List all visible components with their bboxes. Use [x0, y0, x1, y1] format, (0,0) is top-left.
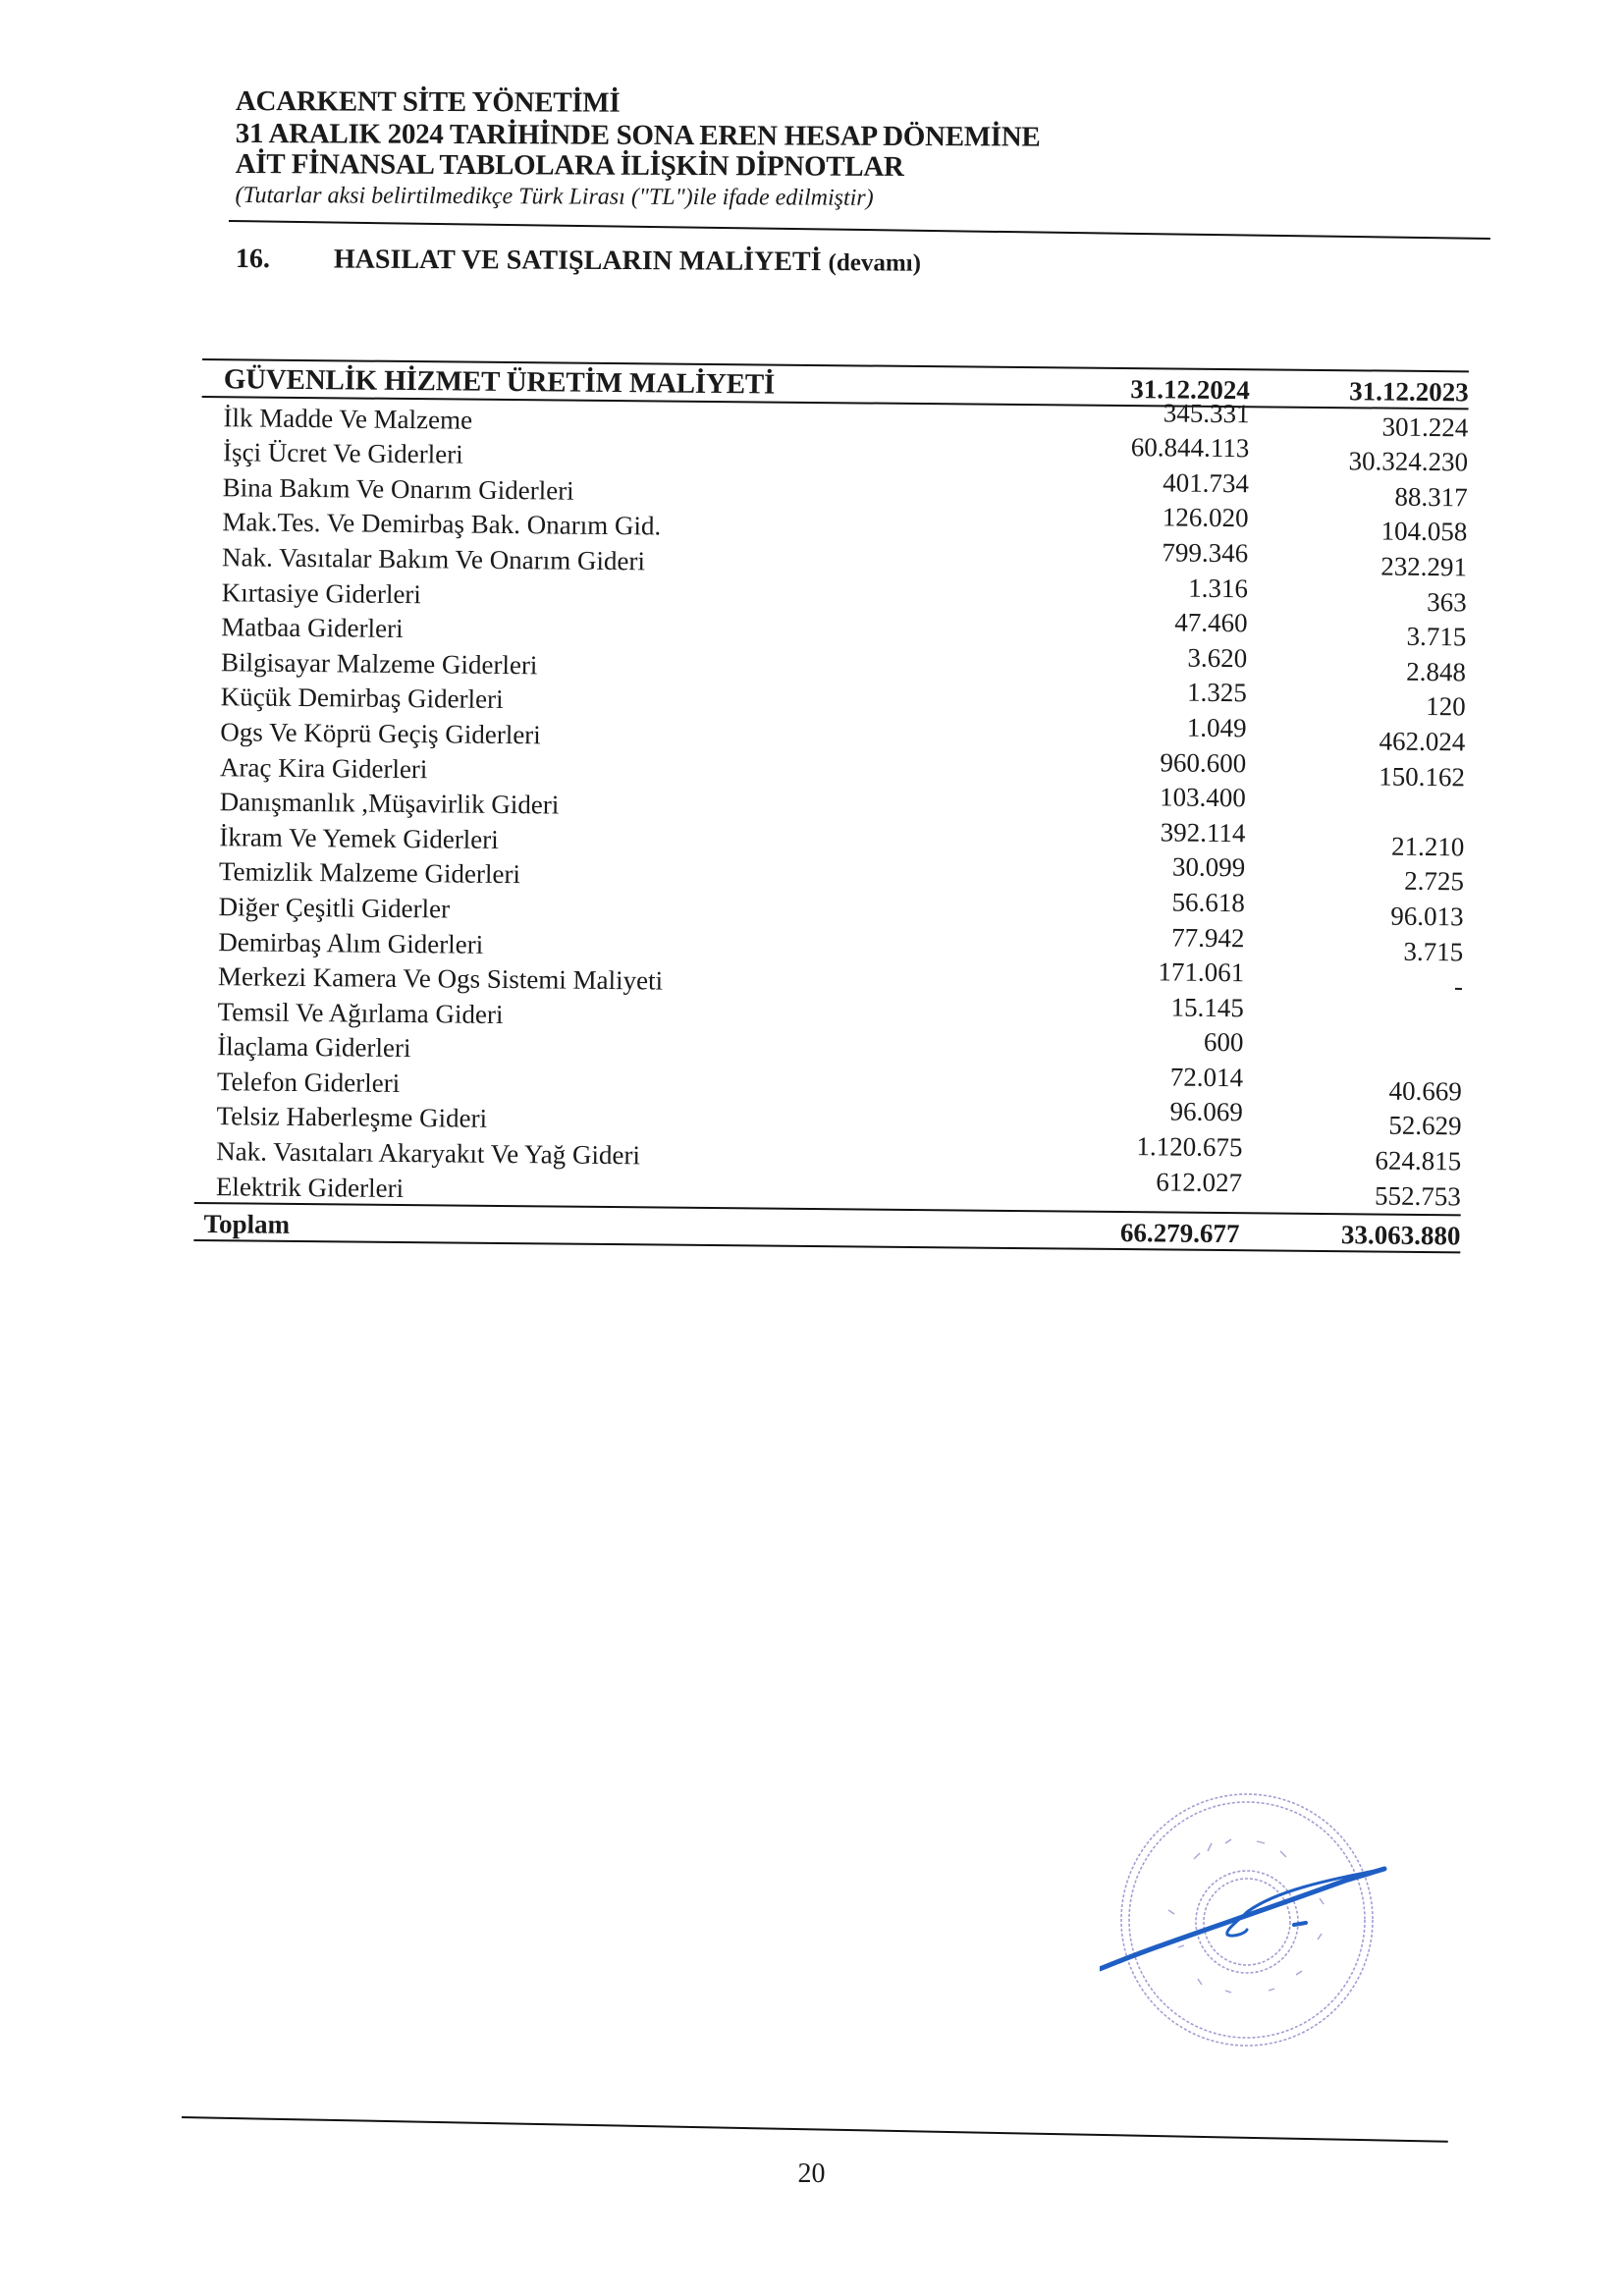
value-2023: 104.058 — [1380, 516, 1468, 547]
value-2024: 126.020 — [1162, 502, 1249, 533]
footer-divider — [182, 2116, 1448, 2143]
value-2023: 232.291 — [1380, 551, 1468, 582]
value-2023: 3.715 — [1406, 621, 1467, 652]
row-label: Temsil Ve Ağırlama Gideri — [217, 996, 504, 1029]
header-divider — [229, 220, 1490, 240]
total-label: Toplam — [203, 1208, 291, 1239]
value-2024: 799.346 — [1162, 537, 1249, 569]
value-2024: 960.600 — [1160, 746, 1247, 778]
section-heading — [236, 244, 921, 279]
row-label: Araç Kira Giderleri — [219, 751, 428, 784]
row-label: Mak.Tes. Ve Demirbaş Bak. Onarım Gid. — [222, 507, 662, 541]
value-2024: 1.049 — [1186, 712, 1247, 743]
row-label: Bilgisayar Malzeme Giderleri — [220, 646, 538, 681]
row-label: Küçük Demirbaş Giderleri — [220, 682, 504, 715]
value-2023: 52.629 — [1388, 1111, 1462, 1141]
row-label: Kırtasiye Giderleri — [221, 576, 422, 609]
row-label: Nak. Vasıtaları Akaryakıt Ve Yağ Gideri — [216, 1136, 641, 1171]
table-title: GÜVENLİK HİZMET ÜRETİM MALİYETİ — [223, 363, 776, 401]
row-label: İşçi Ücret Ve Giderleri — [222, 437, 463, 469]
row-label: İlaçlama Giderleri — [217, 1031, 411, 1064]
column-header-2024: 31.12.2024 — [1130, 374, 1250, 406]
value-2023: 120 — [1426, 691, 1466, 722]
value-2024: 345.331 — [1163, 397, 1250, 428]
row-label: İkram Ve Yemek Giderleri — [219, 821, 499, 854]
value-2023: 21.210 — [1390, 831, 1465, 862]
value-2023: 552.753 — [1374, 1180, 1462, 1211]
value-2023: 2.725 — [1404, 866, 1465, 897]
report-title-line1: 31 ARALIK 2024 TARİHİNDE SONA EREN HESAP DÖNEMİNE — [235, 117, 1041, 153]
value-2024: 103.400 — [1159, 782, 1247, 813]
row-label: İlk Madde Ve Malzeme — [223, 402, 473, 435]
value-2023: 624.815 — [1375, 1145, 1462, 1176]
value-2024: 392.114 — [1160, 817, 1246, 847]
row-label: Nak. Vasıtalar Bakım Ve Onarım Gideri — [221, 542, 646, 576]
value-2023: 462.024 — [1379, 726, 1466, 757]
column-header-2023: 31.12.2023 — [1349, 376, 1469, 408]
company-seal-icon — [1100, 1782, 1394, 2067]
value-2024: 3.620 — [1187, 642, 1248, 673]
row-label: Temizlik Malzeme Giderleri — [218, 856, 521, 890]
page-number: 20 — [797, 2159, 826, 2189]
row-label: Demirbaş Alım Giderleri — [218, 926, 484, 959]
total-2024: 66.279.677 — [1119, 1217, 1240, 1248]
table-body — [194, 398, 1469, 1214]
value-2024: 72.014 — [1169, 1062, 1244, 1093]
value-2023: 40.669 — [1388, 1075, 1463, 1107]
currency-note: (Tutarlar aksi belirtilmedikçe Türk Lirası ("TL")ile ifade edilmiştir) — [235, 182, 874, 211]
value-2024: 401.734 — [1163, 467, 1250, 499]
row-label: Matbaa Giderleri — [221, 612, 404, 644]
value-2024: 171.061 — [1158, 957, 1245, 988]
value-2023: 88.317 — [1394, 481, 1468, 513]
row-label: Telefon Giderleri — [216, 1066, 401, 1098]
total-2023: 33.063.880 — [1340, 1219, 1461, 1250]
value-2024: 1.120.675 — [1136, 1131, 1243, 1163]
value-2023: 30.324.230 — [1348, 446, 1469, 477]
value-2024: 600 — [1203, 1027, 1244, 1058]
section-suffix: (devamı) — [828, 249, 922, 277]
row-label: Merkezi Kamera Ve Ogs Sistemi Maliyeti — [217, 961, 664, 996]
row-label: Bina Bakım Ve Onarım Giderleri — [222, 471, 574, 506]
value-2024: 15.145 — [1170, 992, 1244, 1022]
value-2024: 47.460 — [1174, 607, 1248, 638]
value-2023: 3.715 — [1403, 936, 1464, 966]
value-2024: 60.844.113 — [1130, 432, 1250, 464]
row-label: Diğer Çeşitli Giderler — [218, 892, 451, 924]
cost-table — [193, 358, 1469, 1253]
value-2023: - — [1453, 971, 1464, 1002]
seal-signature-graphic — [1100, 1782, 1394, 2067]
value-2024: 612.027 — [1156, 1167, 1243, 1197]
section-number: 16. — [235, 244, 270, 275]
value-2024: 30.099 — [1171, 851, 1246, 883]
value-2024: 96.069 — [1169, 1096, 1243, 1127]
value-2024: 1.325 — [1186, 677, 1248, 708]
document-header — [235, 86, 1040, 213]
value-2024: 56.618 — [1171, 887, 1245, 918]
value-2023: 2.848 — [1406, 656, 1467, 687]
value-2024: 1.316 — [1188, 573, 1249, 603]
value-2023: 301.224 — [1381, 411, 1469, 442]
value-2024: 77.942 — [1171, 922, 1245, 953]
company-name: ACARKENT SİTE YÖNETİMİ — [235, 85, 621, 119]
value-2023: 363 — [1427, 586, 1467, 617]
section-title: HASILAT VE SATIŞLARIN MALİYETİ — [333, 244, 822, 278]
value-2023: 150.162 — [1379, 761, 1466, 792]
row-label: Elektrik Giderleri — [215, 1171, 405, 1203]
report-title-line2: AİT FİNANSAL TABLOLARA İLİŞKİN DİPNOTLAR — [235, 147, 904, 183]
value-2023: 96.013 — [1390, 901, 1464, 932]
row-label: Ogs Ve Köprü Geçiş Giderleri — [220, 717, 541, 750]
row-label: Danışmanlık ,Müşavirlik Gideri — [219, 787, 560, 820]
row-label: Telsiz Haberleşme Gideri — [216, 1101, 488, 1134]
